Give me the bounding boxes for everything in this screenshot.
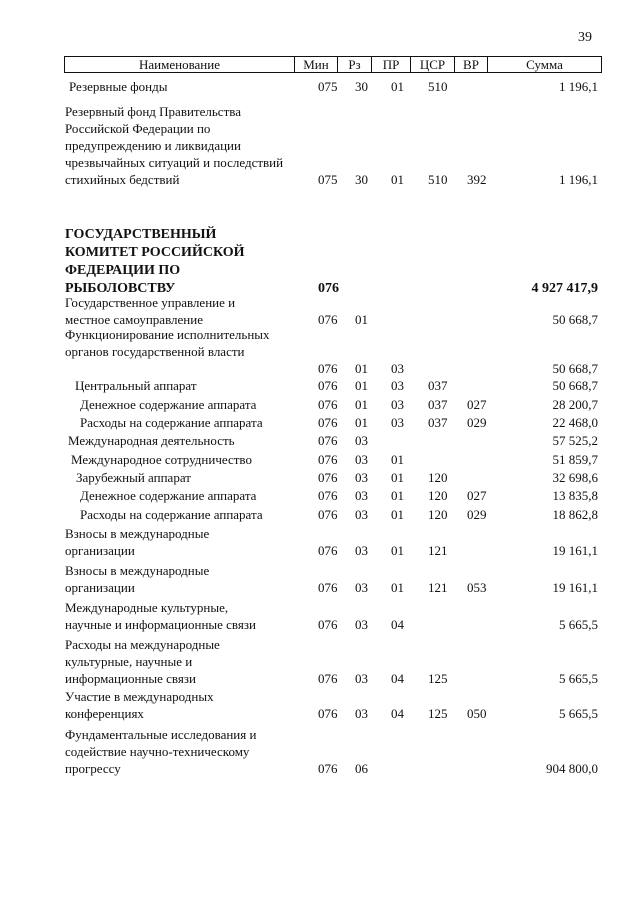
cell-rz: 01 [355,361,368,376]
table-row [0,226,640,298]
cell-sum: 5 665,5 [559,706,598,721]
cell-pr: 04 [391,706,404,721]
cell-csr: 510 [428,79,448,94]
row-name: Фундаментальные исследования и содействие научно-техническому прогрессу [65,727,257,776]
cell-min: 076 [318,281,339,296]
cell-rz: 01 [355,312,368,327]
table-header [64,56,602,73]
cell-rz: 03 [355,543,368,558]
table-row [0,599,640,633]
header-csr: ЦСР [419,57,446,72]
header-rz: Рз [348,57,361,72]
row-name: Взносы в международные организации [65,563,210,595]
cell-min: 076 [318,397,338,412]
cell-sum: 4 927 417,9 [531,281,598,296]
table-row [0,506,640,523]
cell-min: 076 [318,312,338,327]
cell-csr: 037 [428,378,448,393]
cell-sum: 32 698,6 [552,470,598,485]
cell-rz: 03 [355,488,368,503]
cell-vr: 053 [467,580,487,595]
cell-rz: 03 [355,470,368,485]
table-row [0,451,640,468]
row-name: Резервный фонд Правительства Российской Федерации по предупреждению и ликвидации чрезвычайных ситуаций и последствий стихийных бедствий [65,104,284,187]
table-row [0,487,640,504]
table-row [0,432,640,449]
cell-sum: 57 525,2 [552,433,598,448]
cell-min: 076 [318,470,338,485]
row-name: Международные культурные, научные и информационные связи [65,600,256,632]
row-name: Центральный аппарат [75,378,197,393]
cell-csr: 121 [428,580,448,595]
cell-pr: 01 [391,452,404,467]
cell-sum: 18 862,8 [552,507,598,522]
cell-rz: 03 [355,507,368,522]
cell-rz: 03 [355,452,368,467]
header-vr: ВР [463,57,479,72]
table-row [0,525,640,559]
cell-pr: 04 [391,671,404,686]
cell-rz: 01 [355,397,368,412]
cell-pr: 01 [391,507,404,522]
row-name: Расходы на содержание аппарата [80,415,263,430]
cell-pr: 03 [391,378,404,393]
table-row [0,726,640,777]
table-row [0,326,640,377]
cell-rz: 06 [355,761,368,776]
cell-min: 076 [318,452,338,467]
cell-min: 076 [318,488,338,503]
table-row [0,562,640,596]
cell-sum: 22 468,0 [552,415,598,430]
row-name: Денежное содержание аппарата [80,397,257,412]
table-row [0,377,640,394]
row-name: Зарубежный аппарат [76,470,191,485]
row-name: Резервные фонды [69,79,168,94]
cell-min: 076 [318,543,338,558]
cell-sum: 1 196,1 [559,79,598,94]
cell-vr: 027 [467,488,487,503]
cell-csr: 120 [428,507,448,522]
cell-min: 076 [318,706,338,721]
cell-sum: 28 200,7 [552,397,598,412]
cell-min: 076 [318,361,338,376]
cell-rz: 01 [355,378,368,393]
cell-min: 076 [318,761,338,776]
cell-csr: 125 [428,671,448,686]
cell-pr: 01 [391,172,404,187]
cell-sum: 50 668,7 [552,361,598,376]
cell-pr: 01 [391,488,404,503]
cell-csr: 125 [428,706,448,721]
cell-sum: 5 665,5 [559,617,598,632]
row-name: Функционирование исполнительных органов государственной власти [65,327,270,359]
cell-pr: 01 [391,543,404,558]
cell-rz: 03 [355,671,368,686]
cell-rz: 30 [355,172,368,187]
cell-vr: 392 [467,172,487,187]
cell-min: 075 [318,79,338,94]
cell-pr: 04 [391,617,404,632]
table-row [0,78,640,95]
table-row [0,396,640,413]
cell-csr: 120 [428,470,448,485]
cell-rz: 03 [355,433,368,448]
row-name: Расходы на международные культурные, научные и информационные связи [65,637,220,686]
cell-pr: 01 [391,79,404,94]
cell-min: 076 [318,415,338,430]
cell-min: 075 [318,172,338,187]
header-sum: Сумма [526,57,563,72]
header-min: Мин [303,57,329,72]
cell-pr: 03 [391,361,404,376]
cell-rz: 01 [355,415,368,430]
table-row [0,636,640,687]
cell-sum: 51 859,7 [552,452,598,467]
table-row [0,688,640,722]
row-name: Международная деятельность [68,433,235,448]
cell-vr: 050 [467,706,487,721]
cell-sum: 13 835,8 [552,488,598,503]
cell-csr: 037 [428,415,448,430]
cell-rz: 03 [355,580,368,595]
row-name: ГОСУДАРСТВЕННЫЙ КОМИТЕТ РОССИЙСКОЙ ФЕДЕРАЦИИ ПО РЫБОЛОВСТВУ [65,227,245,296]
cell-min: 076 [318,433,338,448]
row-name: Государственное управление и местное самоуправление [65,295,236,327]
cell-min: 076 [318,378,338,393]
row-name: Международное сотрудничество [71,452,252,467]
cell-csr: 037 [428,397,448,412]
cell-csr: 510 [428,172,448,187]
table-row [0,294,640,328]
cell-pr: 03 [391,415,404,430]
row-name: Взносы в международные организации [65,526,210,558]
cell-sum: 50 668,7 [552,312,598,327]
cell-pr: 03 [391,397,404,412]
cell-rz: 03 [355,617,368,632]
cell-min: 076 [318,671,338,686]
cell-pr: 01 [391,470,404,485]
row-name: Денежное содержание аппарата [80,488,257,503]
table-row [0,469,640,486]
page-number: 39 [578,30,592,45]
cell-vr: 027 [467,397,487,412]
table-row [0,103,640,188]
cell-min: 076 [318,507,338,522]
cell-vr: 029 [467,507,487,522]
cell-csr: 121 [428,543,448,558]
row-name: Расходы на содержание аппарата [80,507,263,522]
table-row [0,414,640,431]
cell-csr: 120 [428,488,448,503]
cell-min: 076 [318,580,338,595]
cell-sum: 19 161,1 [552,580,598,595]
cell-rz: 30 [355,79,368,94]
header-name: Наименование [139,57,220,72]
row-name: Участие в международных конференциях [65,689,214,721]
cell-rz: 03 [355,706,368,721]
cell-pr: 01 [391,580,404,595]
cell-vr: 029 [467,415,487,430]
cell-sum: 50 668,7 [552,378,598,393]
cell-sum: 19 161,1 [552,543,598,558]
header-pr: ПР [382,57,400,72]
cell-min: 076 [318,617,338,632]
cell-sum: 1 196,1 [559,172,598,187]
cell-sum: 5 665,5 [559,671,598,686]
cell-sum: 904 800,0 [546,761,598,776]
